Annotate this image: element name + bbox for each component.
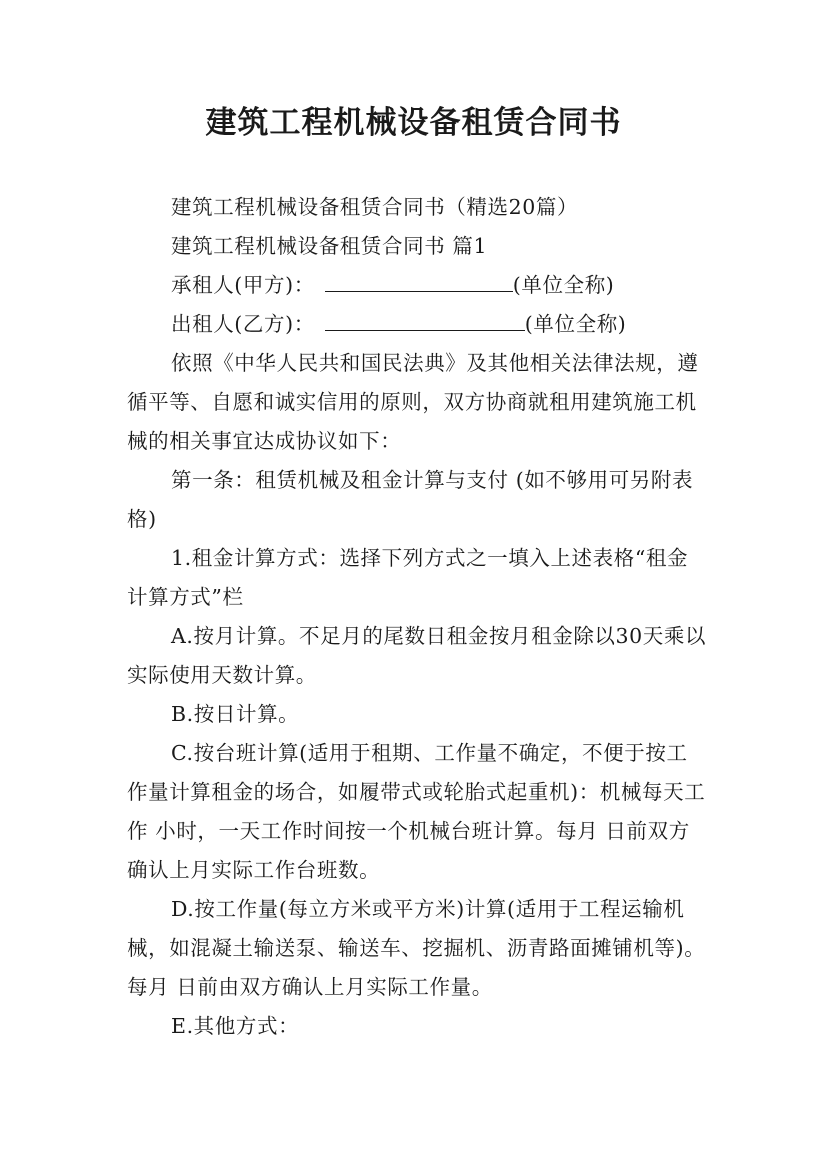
document-title: 建筑工程机械设备租赁合同书 [205, 105, 622, 141]
clause-1-paragraph: 1.租金计算方式：选择下列方式之一填入上述表格“租金计算方式”栏 [127, 546, 689, 609]
lessee-suffix: (单位全称) [512, 273, 615, 297]
lessee-label: 承租人(甲方)： [171, 273, 315, 297]
option-c-paragraph: C.按台班计算(适用于租期、工作量不确定，不便于按工作量计算租金的场合，如履带式或轮胎式起重机)：机械每天工作 小时，一天工作时间按一个机械台班计算。每月 日前双方确认上月实际工作台班数。 [127, 741, 706, 882]
lessor-line [127, 305, 707, 344]
lessor-suffix: (单位全称) [524, 312, 627, 336]
preamble-paragraph: 依照《中华人民共和国民法典》及其他相关法律法规，遵循平等、自愿和诚实信用的原则，双方协商就租用建筑施工机械的相关事宜达成协议如下： [127, 351, 699, 453]
lessee-line [127, 266, 707, 305]
option-d-paragraph: D.按工作量(每立方米或平方米)计算(适用于工程运输机械，如混凝土输送泵、输送车、挖掘机、沥青路面摊铺机等)。每月 日前由双方确认上月实际工作量。 [127, 897, 706, 999]
document-body [127, 188, 707, 1046]
option-e-paragraph: E.其他方式： [171, 1014, 300, 1038]
option-b-paragraph: B.按日计算。 [171, 702, 300, 726]
option-a-paragraph: A.按月计算。不足月的尾数日租金按月租金除以30天乘以实际使用天数计算。 [127, 624, 707, 687]
intro-line: 建筑工程机械设备租赁合同书（精选20篇） [171, 195, 579, 219]
lessor-blank [325, 308, 525, 331]
article-1-heading: 第一条：租赁机械及租金计算与支付 (如不够用可另附表格) [127, 468, 694, 531]
lessor-label: 出租人(乙方)： [171, 312, 315, 336]
lessee-blank [325, 269, 513, 292]
chapter-line: 建筑工程机械设备租赁合同书 篇1 [171, 234, 488, 258]
